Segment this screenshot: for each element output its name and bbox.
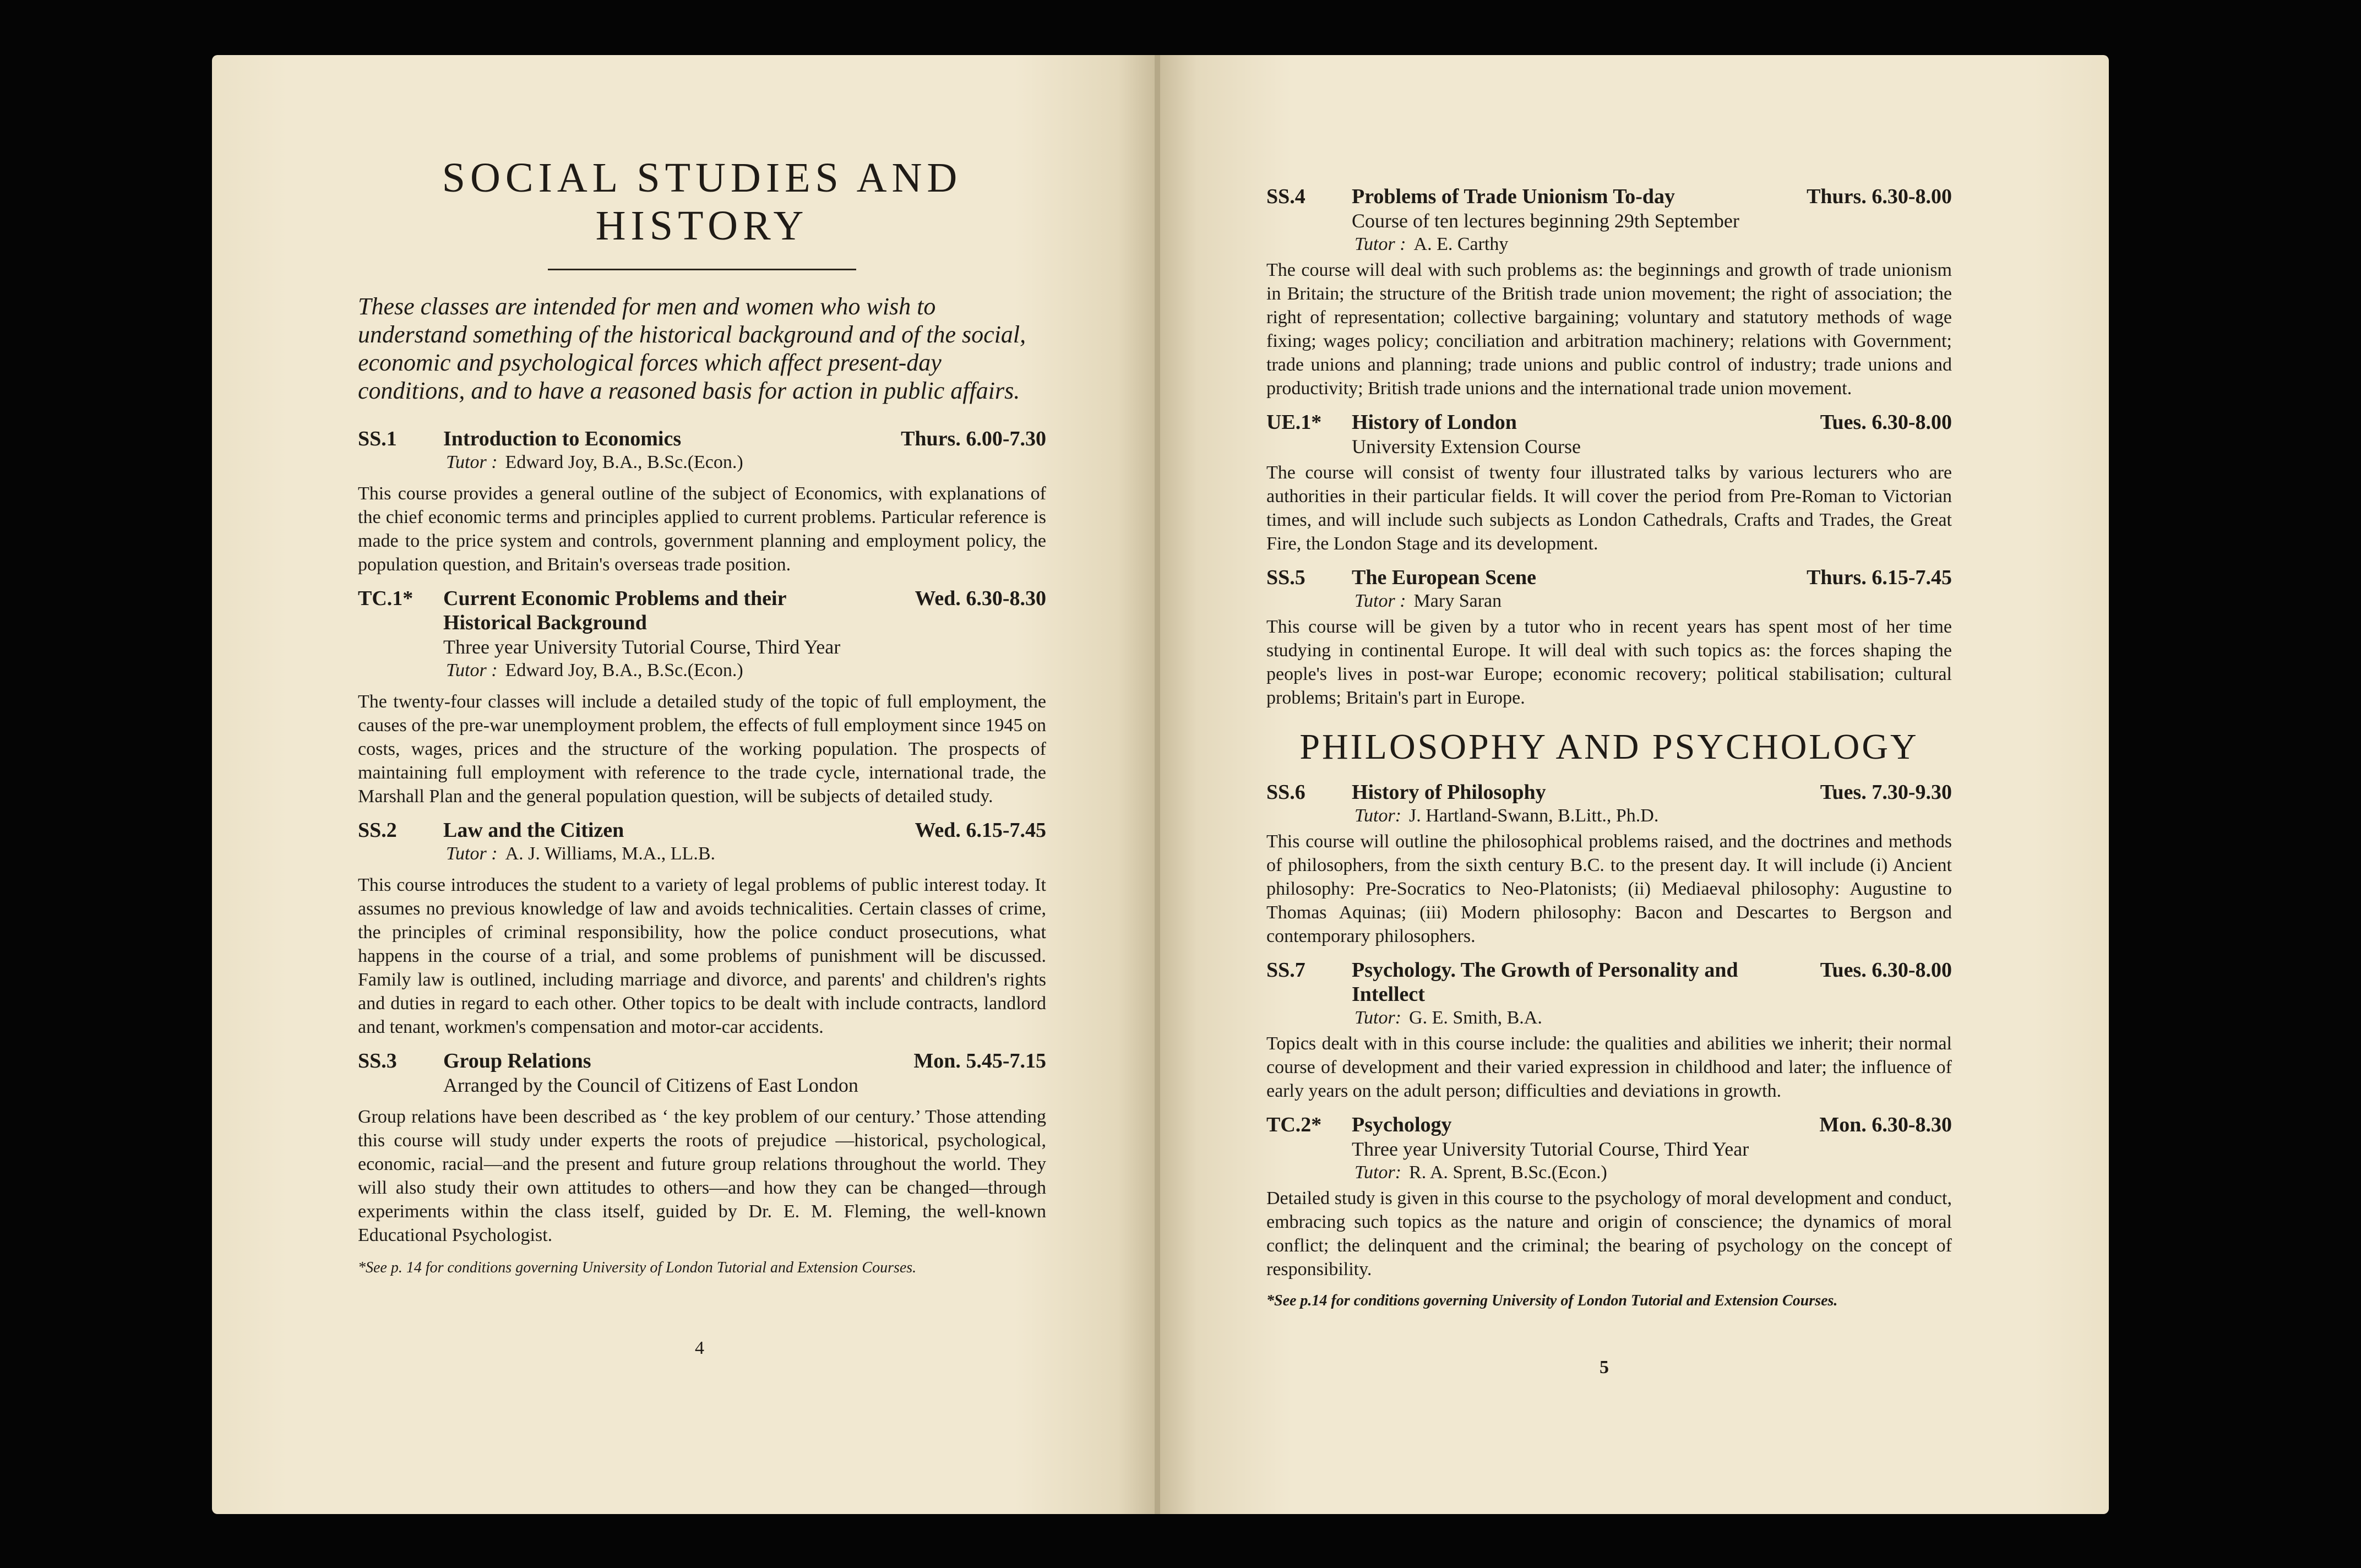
page-number-right: 5 <box>1600 1357 1609 1378</box>
footnote: *See p.14 for conditions governing University of London Tutorial and Extension Courses. <box>1266 1292 1838 1309</box>
course-title: Current Economic Problems and their Historical Background <box>443 587 786 634</box>
course-subtitle: Three year University Tutorial Course, Third Year <box>1352 1138 1749 1160</box>
course-code: SS.3 <box>358 1049 397 1072</box>
left-page-content <box>358 154 1046 1278</box>
course-time: Thurs. 6.15-7.45 <box>1807 566 1952 589</box>
course-title: Psychology <box>1352 1113 1452 1136</box>
course-time: Wed. 6.30-8.30 <box>915 587 1046 610</box>
course-title: History of Philosophy <box>1352 781 1546 804</box>
course-title: Psychology. The Growth of Personality and Intellect <box>1352 959 1738 1006</box>
course-code: SS.6 <box>1266 781 1305 804</box>
course-time: Tues. 7.30-9.30 <box>1820 781 1952 804</box>
course-time: Tues. 6.30-8.00 <box>1820 959 1952 982</box>
course-ss2 <box>358 818 1046 1039</box>
course-ss1 <box>358 427 1046 576</box>
course-title: Group Relations <box>443 1049 591 1072</box>
course-tutor: Tutor : Mary Saran <box>1354 591 1502 611</box>
book-gutter <box>1155 55 1160 1514</box>
course-ue1 <box>1266 410 1952 556</box>
course-ss5 <box>1266 565 1952 710</box>
course-code: UE.1* <box>1266 411 1322 434</box>
course-tutor: Tutor: R. A. Sprent, B.Sc.(Econ.) <box>1354 1162 1607 1183</box>
course-description: This course will be given by a tutor who in recent years has spent most of her time studying in continental Europe. It will deal with such topics as: the forces shaping the people's lives in post-war Europe; economic recovery; political stabilisation; cultural problems; Britain's part in Europe. <box>1266 617 1952 708</box>
course-tutor: Tutor : Edward Joy, B.A., B.Sc.(Econ.) <box>446 452 743 472</box>
course-subtitle: Three year University Tutorial Course, Third Year <box>443 636 841 658</box>
footnote: *See p. 14 for conditions governing University of London Tutorial and Extension Courses. <box>358 1259 917 1276</box>
course-title: Law and the Citizen <box>443 819 624 842</box>
course-code: SS.2 <box>358 819 397 842</box>
course-code: SS.7 <box>1266 959 1305 982</box>
course-description: The twenty-four classes will include a detailed study of the topic of full employment, the causes of the pre-war unemployment problem, the effects of full employment since 1945 on costs, wages, prices and the structure of the working population. The prospects of maintaining full employment with reference to the trade cycle, international trade, the Marshall Plan and the general population question, will be subjects of detailed study. <box>358 692 1046 807</box>
course-code: SS.1 <box>358 427 397 450</box>
course-ss3 <box>358 1049 1046 1247</box>
course-description: This course will outline the philosophical problems raised, and the doctrines and methods of philosophers, from the sixth century B.C. to the present day. It will include (i) Ancient philosophy: Pre-Socratics to Neo-Platonists; (ii) Mediaeval philosophy: Augustine to Thomas Aquinas; (iii) Modern philosophy: Bacon and Descartes to Bergson and contemporary philosophers. <box>1266 831 1952 946</box>
course-time: Mon. 6.30-8.30 <box>1819 1113 1952 1136</box>
course-description: Detailed study is given in this course to the psychology of moral development and conduct, embracing such topics as the nature and origin of conscience; the dynamics of moral conflict; the delinquent and the criminal; the bearing of psychology on the concept of responsibility. <box>1266 1188 1952 1280</box>
course-tutor: Tutor: G. E. Smith, B.A. <box>1354 1008 1542 1028</box>
course-time: Wed. 6.15-7.45 <box>915 819 1046 842</box>
course-time: Thurs. 6.30-8.00 <box>1807 185 1952 208</box>
course-tutor: Tutor : Edward Joy, B.A., B.Sc.(Econ.) <box>446 660 743 680</box>
course-description: This course provides a general outline of the subject of Economics, with explanations of the chief economic terms and principles applied to current problems. Particular reference is made to the price system and controls, government planning and employment policy, the population question, and Britain's overseas trade position. <box>358 483 1046 575</box>
section-title-philosophy: PHILOSOPHY AND PSYCHOLOGY <box>1299 727 1919 767</box>
course-code: TC.2* <box>1266 1113 1322 1136</box>
course-title: History of London <box>1352 411 1517 434</box>
course-title: Problems of Trade Unionism To-day <box>1352 185 1675 208</box>
course-time: Thurs. 6.00-7.30 <box>901 427 1046 450</box>
course-tutor: Tutor : A. E. Carthy <box>1354 234 1509 254</box>
course-subtitle: Arranged by the Council of Citizens of East London <box>443 1074 858 1096</box>
course-tc1 <box>358 586 1046 808</box>
course-description: Topics dealt with in this course include: the qualities and abilities we inherit; their normal course of development and their varied expression in childhood and later; the influence of early years on the adult person; difficulties and deviations in growth. <box>1266 1033 1952 1101</box>
course-time: Mon. 5.45-7.15 <box>913 1049 1046 1072</box>
course-description: The course will deal with such problems as: the beginnings and growth of trade unionism in Britain; the structure of the British trade union movement; the right of association; the right of representation; collective bargaining; voluntary and statutory methods of wage fixing; wages policy; conciliation and arbitration machinery; relations with Government; trade unions and planning; trade unions and public control of industry; trade unions and productivity; British trade unions and the international trade union movement. <box>1266 260 1952 399</box>
course-title: The European Scene <box>1352 566 1537 589</box>
title-rule <box>548 269 856 270</box>
course-tutor: Tutor : A. J. Williams, M.A., LL.B. <box>446 843 716 864</box>
course-title: Introduction to Economics <box>443 427 682 450</box>
course-subtitle: University Extension Course <box>1352 435 1581 458</box>
course-description: The course will consist of twenty four illustrated talks by various lecturers who are authorities in their particular fields. It will cover the period from Pre-Roman to Victorian times, and will include such subjects as London Cathedrals, Crafts and Trades, the Great Fire, the London Stage and its development. <box>1266 462 1952 554</box>
course-code: SS.5 <box>1266 566 1305 589</box>
course-code: TC.1* <box>358 587 414 610</box>
course-tutor: Tutor: J. Hartland-Swann, B.Litt., Ph.D. <box>1354 805 1659 826</box>
course-code: SS.4 <box>1266 185 1305 208</box>
course-tc2 <box>1266 1113 1952 1281</box>
course-ss7 <box>1266 958 1952 1103</box>
course-description: Group relations have been described as ‘ the key problem of our century.’ Those attending this course will study under experts the roots of prejudice —historical, psychological, economic, racial—and the present and future group relations throughout the world. They will also study their own attitudes to others—and how they can be changed—through experiments within the class itself, guided by Dr. E. M. Fleming, the well-known Educational Psychologist. <box>358 1107 1046 1245</box>
course-ss6 <box>1266 780 1952 948</box>
course-subtitle: Course of ten lectures beginning 29th September <box>1352 210 1739 232</box>
course-time: Tues. 6.30-8.00 <box>1820 411 1952 434</box>
course-ss4 <box>1266 184 1952 400</box>
course-description: This course introduces the student to a variety of legal problems of public interest today. It assumes no previous knowledge of law and avoids technicalities. Certain classes of crime, the principles of criminal responsibility, how the police conduct prosecutions, what happens in the course of a trial, and some problems of punishment will be discussed. Family law is outlined, including marriage and divorce, and parents' and children's rights and duties in regard to each other. Other topics to be dealt with include contracts, landlord and tenant, workmen's compensation and motor-car accidents. <box>358 875 1046 1037</box>
section-title-social-studies: SOCIAL STUDIES AND HISTORY <box>442 155 962 249</box>
right-page-content <box>1266 184 1952 1311</box>
page-number-left: 4 <box>695 1338 704 1358</box>
intro-paragraph: These classes are intended for men and women who wish to understand something of the historical background and of the social, economic and psychological forces which affect present-day conditions, and to have a reasoned basis for action in public affairs. <box>358 293 1026 404</box>
